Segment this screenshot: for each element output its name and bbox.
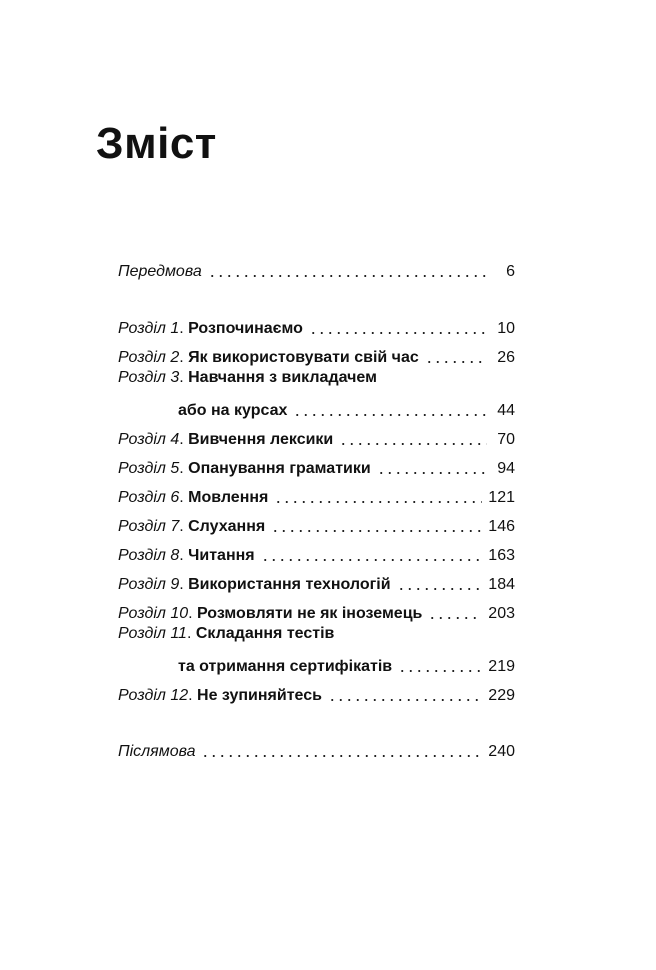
- toc-entry-intro[interactable]: [118, 254, 515, 282]
- dot-leader: [377, 471, 487, 475]
- toc-entry-chapter-3[interactable]: Розділ 3. Навчання з викладачем: [118, 369, 377, 386]
- toc-page-number: 6: [506, 263, 515, 280]
- toc-entry-chapter-1[interactable]: Розділ 1. Розпочинаємо 10: [118, 320, 515, 337]
- toc-page-number: 184: [488, 576, 515, 593]
- dot-leader: [339, 442, 487, 446]
- toc-page-number: 121: [488, 489, 515, 506]
- chapter-title-continued: та отримання сертифікатів: [178, 658, 393, 675]
- toc-entry-label: Передмова: [118, 263, 202, 280]
- chapter-title-continued: або на курсах: [178, 402, 288, 419]
- toc-entry-chapter-9[interactable]: Розділ 9. Використання технологій 184: [118, 576, 515, 593]
- toc-entry-chapter-11[interactable]: Розділ 11. Складання тестів: [118, 625, 335, 642]
- dot-leader: [201, 754, 482, 758]
- chapter-prefix: Розділ 2: [118, 349, 180, 366]
- dot-leader: [208, 274, 487, 278]
- toc-entry-chapter-3-continued[interactable]: [118, 393, 515, 421]
- toc-entry-chapter-4[interactable]: Розділ 4. Вивчення лексики 70: [118, 431, 515, 448]
- toc-page-number: 70: [497, 431, 515, 448]
- toc-page-number: 10: [497, 320, 515, 337]
- toc-entry-chapter-8[interactable]: Розділ 8. Читання 163: [118, 547, 515, 564]
- toc-page-number: 240: [488, 743, 515, 760]
- toc-entry-label: Післямова: [118, 743, 196, 760]
- chapter-title: Читання: [188, 547, 255, 564]
- toc-page-number: 26: [497, 349, 515, 366]
- toc-page-number: 146: [488, 518, 515, 535]
- dot-leader: [425, 360, 487, 364]
- toc-entry-chapter-6[interactable]: Розділ 6. Мовлення 121: [118, 489, 515, 506]
- page-title: Зміст: [96, 119, 217, 168]
- dot-leader: [293, 413, 487, 417]
- chapter-title: Як використовувати свій час: [188, 349, 419, 366]
- chapter-prefix: Розділ 3: [118, 369, 180, 386]
- toc-page-number: 163: [488, 547, 515, 564]
- toc-entry-chapter-2[interactable]: Розділ 2. Як використовувати свій час 26: [118, 349, 515, 366]
- chapter-title: Слухання: [188, 518, 266, 535]
- chapter-prefix: Розділ 9: [118, 576, 180, 593]
- dot-leader: [328, 698, 482, 702]
- chapter-prefix: Розділ 11: [118, 625, 187, 642]
- dot-leader: [398, 669, 482, 673]
- toc-entry-outro[interactable]: [118, 734, 515, 762]
- chapter-prefix: Розділ 1: [118, 320, 180, 337]
- chapter-prefix: Розділ 6: [118, 489, 180, 506]
- toc-page-number: 229: [488, 687, 515, 704]
- chapter-title: Не зупиняйтесь: [197, 687, 322, 704]
- toc-entry-chapter-10[interactable]: Розділ 10. Розмовляти не як іноземець 203: [118, 605, 515, 622]
- chapter-title: Мовлення: [188, 489, 269, 506]
- toc-entry-chapter-12[interactable]: Розділ 12. Не зупиняйтесь 229: [118, 687, 515, 704]
- toc-entry-chapter-7[interactable]: Розділ 7. Слухання 146: [118, 518, 515, 535]
- dot-leader: [428, 616, 482, 620]
- chapter-prefix: Розділ 5: [118, 460, 180, 477]
- dot-leader: [271, 529, 482, 533]
- chapter-prefix: Розділ 7: [118, 518, 180, 535]
- chapter-title: Розмовляти не як іноземець: [197, 605, 423, 622]
- chapter-title: Вивчення лексики: [188, 431, 334, 448]
- dot-leader: [274, 500, 482, 504]
- toc-page-number: 94: [497, 460, 515, 477]
- toc-entry-chapter-5[interactable]: Розділ 5. Опанування граматики 94: [118, 460, 515, 477]
- toc-page-number: 219: [488, 658, 515, 675]
- chapter-title: Складання тестів: [195, 625, 335, 642]
- chapter-title: Розпочинаємо: [188, 320, 303, 337]
- chapter-title: Опанування граматики: [188, 460, 371, 477]
- dot-leader: [261, 558, 483, 562]
- toc-page-number: 44: [497, 402, 515, 419]
- chapter-prefix: Розділ 4: [118, 431, 180, 448]
- chapter-prefix: Розділ 8: [118, 547, 180, 564]
- chapter-title: Навчання з викладачем: [188, 369, 377, 386]
- toc-page-number: 203: [488, 605, 515, 622]
- chapter-prefix: Розділ 10: [118, 605, 189, 622]
- chapter-prefix: Розділ 12: [118, 687, 189, 704]
- chapter-title: Використання технологій: [188, 576, 391, 593]
- dot-leader: [397, 587, 483, 591]
- toc-entry-chapter-11-continued[interactable]: [118, 649, 515, 677]
- dot-leader: [309, 331, 487, 335]
